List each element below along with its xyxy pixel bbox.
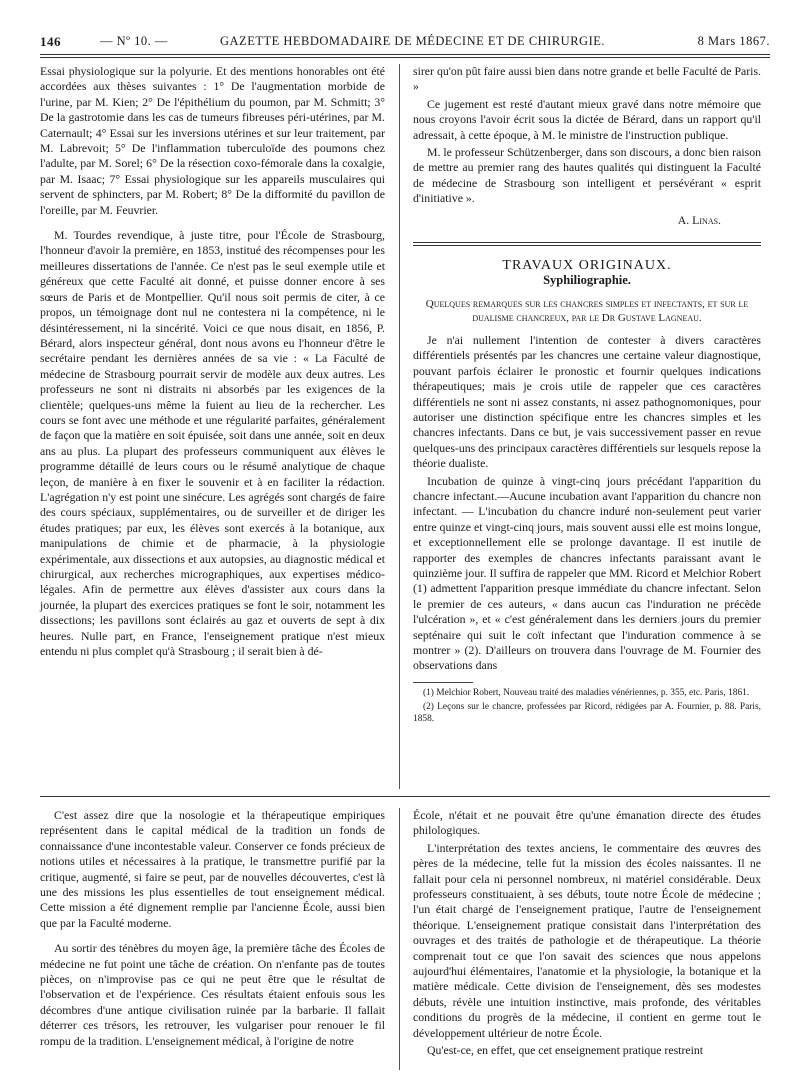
right-column	[413, 64, 761, 725]
footnote-rule	[413, 682, 473, 683]
section-separator	[413, 242, 761, 246]
tradition-paragraph: C'est assez dire que la nosologie et la thérapeutique empiriques représentent dans le capital médical de la tradition un fonds de connaissance d'une incontestable valeur. Conserver ce fonds précieux de notions utiles et nécessaires à la pratique, le transmettre purifié par la critique, augmenté, si faire se peut, par de nouvelles découvertes, c'est là une des missions les plus essentielles de tout enseignement médical. Cette mission a été dignement remplie par l'ancienne École, aussi bien que par la Faculté moderne.	[40, 808, 385, 930]
incubation-paragraph: Incubation de quinze à vingt-cinq jours précédant l'apparition du chancre infectant.—Aucune incubation avant l'apparition du chancre non infectant. — L'incubation du chancre induré non-seulement peut varier entre quinze et vingt-cinq jours, mais souvent aussi elle est moins longue, et exceptionnellement elle se prolonge davantage. Il est inutile de rapporter des exemples de chancres infectants paraissant avant le quinzième jour. Il suffira de rappeler que MM. Ricord et Melchior Robert (1) admettent l'apparition presque immédiate du chancre infectant. Selon le premier de ces auteurs, « dans aucun cas l'induration ne précède l'ulcération », et « c'est généralement dans les derniers jours du premier septénaire qui suit le coït infectant que l'induration commence à se montrer » (2). D'ailleurs on trouvera dans l'ouvrage de M. Fournier des observations dans	[413, 473, 761, 673]
quote-end-paragraph: sirer qu'on pût faire aussi bien dans notre grande et belle Faculté de Paris. »	[413, 64, 761, 94]
middle-ages-paragraph: Au sortir des ténèbres du moyen âge, la première tâche des Écoles de médecine ne fut point une tâche de création. On n'enfante pas de toutes pièces, on n'improvise pas ce qui ne peut être que le résultat de l'observation et de l'expérience. Ces résultats étaient enfouis sous les décombres d'une antique civilisation ruinée par la barbarie. Il fallait déterrer ces trésors, les retrouver, les vulgariser pour renouer le fil rompu de la tradition. L'enseignement médical, à l'origine de notre	[40, 941, 385, 1048]
column-divider	[399, 64, 400, 789]
footnote-1: (1) Melchior Robert, Nouveau traité des maladies vénériennes, p. 355, etc. Paris, 1861.	[423, 687, 750, 698]
header-rule-double	[40, 57, 770, 58]
issue-date: 8 Mars 1867.	[697, 34, 770, 48]
interpretation-paragraph: L'interprétation des textes anciens, le commentaire des œuvres des pères de la médecine, telle fut la mission des écoles naissantes. Il ne fallait pour cela ni personnel nombreux, ni matériel considérable. Deux professeurs constituaient, à ses débuts, toute notre École de médecine ; l'un était chargé de l'enseignement pratique, l'autre de l'enseignement théorique. L'enseignement pratique consistait dans l'interprétation des ouvrages et des traités de pathologie et de thérapeutique. La théorie comprenait tout ce que l'on savait des sciences que nous appelons aujourd'hui élémentaires, l'anatomie et la physiologie, la botanique et la matière médicale. Cette division de l'enseignement, dès ses modestes débuts, révèle une intuition instinctive, mais profonde, des véritables conditions du progrès de la médecine, il contient en germe tout le développement ultérieur de notre École.	[413, 840, 761, 1040]
bottom-right-column	[413, 808, 761, 1059]
page-number: 146	[40, 34, 61, 49]
question-paragraph: Qu'est-ce, en effet, que cet enseignement pratique restreint	[427, 1043, 704, 1058]
judgement-paragraph: Ce jugement est resté d'autant mieux gravé dans notre mémoire que nous croyons l'avoir écrit sous la dictée de Bérard, dans un rapport qu'il adressait, à cette époque, à M. le ministre de l'instruction publique.	[413, 96, 761, 142]
horizontal-divider	[40, 796, 770, 797]
bottom-left-column	[40, 808, 385, 1049]
section-subtitle: Syphiliographie.	[543, 273, 631, 288]
author-signature: A. Linas.	[677, 212, 721, 227]
footnotes	[413, 687, 761, 725]
running-header	[40, 28, 770, 52]
article-title: Quelques remarques sur les chancres simples et infectants, et sur le dualisme chancreux, par le Dr Gustave Lagneau.	[425, 297, 749, 324]
ecole-paragraph: École, n'était et ne pouvait être qu'une émanation directe des études philologiques.	[413, 808, 761, 838]
header-rule	[40, 54, 770, 55]
bottom-column-divider	[399, 808, 400, 1070]
strasbourg-paragraph: M. Tourdes revendique, à juste titre, pour l'École de Strasbourg, l'honneur d'avoir la première, en 1853, institué des récompenses pour les meilleures dissertations de l'année. Ce n'est pas le seul exemple utile et généreux que cette Faculté ait donné, et puisse donner encore à ses sœurs de Paris et de Montpellier. Qu'il nous soit permis de citer, à ce propos, un témoignage dont nul ne contestera ni la compétence, ni le désintéressement, ni la sincérité. Voici ce que nous disait, en 1856, P. Bérard, alors inspecteur général, dont nous avons eu l'honneur d'être le secrétaire pendant les dernières années de sa vie : « La Faculté de médecine de Strasbourg pourrait servir de modèle aux deux autres. Les professeurs ne sont ni distraits ni absorbés par les exigences de la clientèle; quelques-uns même la fuient au lieu de la rechercher. Les cours se font avec une méthode et une régularité parfaites, généralement de façon que la matière en soit épuisée, soit dans une année, soit en deux ans au plus. La plupart des professeurs communiquent aux élèves le programme détaillé de leurs cours ou le résumé analytique de chaque leçon, de manière à en fixer le souvenir et à en faciliter la rédaction. L'agrégation n'y est point une sinécure. Les agrégés sont chargés de faire des cours spéciaux, supplémentaires, ou de surveiller et de diriger les études pratiques; par eux, les élèves sont exercés à la botanique, aux manipulations de chimie et de pharmacie, à la physiologie expérimentale, aux dissections et aux autopsies, au diagnostic médical et chirurgical, aux recherches micrographiques, aux expertises médico-légales. Afin de permettre aux élèves d'assister aux cours dans la journée, la plupart des exercices pratiques se font le soir, notamment les dissections; les pavillons sont éclairés au gaz et ouverts de sept à dix heures. Nulle part, en France, l'enseignement pratique n'est mieux entendu ni plus complet qu'à Strasbourg ; il serait bien à dé-	[40, 228, 385, 659]
journal-title: GAZETTE HEBDOMADAIRE DE MÉDECINE ET DE CHIRURGIE.	[220, 34, 605, 48]
footnote-2: (2) Leçons sur le chancre, professées par Ricord, rédigées par A. Fournier, p. 88. Paris, 1858.	[413, 701, 761, 724]
issue-number: — Nº 10. —	[100, 34, 168, 48]
left-column	[40, 64, 385, 659]
schutzenberger-paragraph: M. le professeur Schützenberger, dans son discours, a donc bien raison de mettre au premier rang des hautes qualités qui distinguent la Faculté de médecine de Strasbourg son intelligent et persévérant « esprit d'initiative ».	[413, 145, 761, 206]
theses-paragraph: Essai physiologique sur la polyurie. Et des mentions honorables ont été accordées aux thèses suivantes : 1° De l'augmentation morbide de l'urine, par M. Kien; 2° De l'épithélium du poumon, par M. Schmitt; 3° De la gastrotomie dans les cas de tumeurs fibreuses péri-utérines, par M. Caternault; 4° Essai sur les inversions utérines et sur leur traitement, par M. Labrevoit; 5° De l'inflammation tuberculoïde des poumons chez l'adulte, par M. Sorel; 6° De la résection coxo-fémorale dans la coxalgie, par M. Isaac; 7° Essai physiologique sur les appareils musculaires qui servent de sphincters, par M. Robert; 8° De la difformité du pavillon de l'oreille, par M. Feuvrier.	[40, 64, 385, 217]
intro-paragraph: Je n'ai nullement l'intention de contester à divers caractères différentiels présentés par les chancres une certaine valeur diagnostique, pouvant parfois éclairer le pronostic et fournir quelques indications thérapeutiques; mais je crois utile de rappeler que ces caractères différentiels ne sont ni assez constants, ni assez pathognomoniques, pour autoriser une distinction spécifique entre les chancres simples et les chancres infectants. Dans ce but, je vais successivement passer en revue quelques-uns des principaux caractères différentiels sur lesquels repose la théorie dualiste.	[413, 332, 761, 471]
section-title: TRAVAUX ORIGINAUX.	[502, 258, 672, 274]
